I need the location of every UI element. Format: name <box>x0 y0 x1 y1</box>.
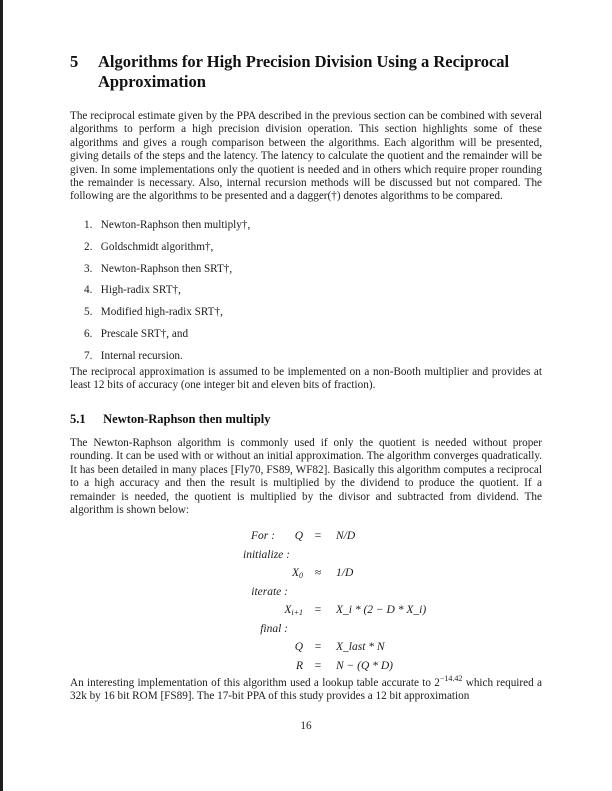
implementation-paragraph: An interesting implementation of this algorithm used a lookup table accurate to $2^{-14.42}$ which required a 32k by 16 bit ROM [FS89]. The 17-bit PPA of this study provides a 12 bit approximation <box>70 674 542 703</box>
equation-for: For : Q = N/D <box>251 530 356 542</box>
page-number: 16 <box>300 720 312 732</box>
label-final: final : <box>260 622 288 635</box>
section-number: 5 <box>70 52 79 71</box>
equation-remainder: R = N − (Q * D) <box>295 659 393 672</box>
subsection-heading <box>70 412 271 427</box>
newton-raphson-paragraph: The Newton-Raphson algorithm is commonly used if only the quotient is needed without proper rounding. It can be used with or without an initial approximation. The algorithm converges quadratically. It has been detailed in many places [Fly70, FS89, WF82]. Basically this algorithm computes a reciprocal to a high accuracy and then the result is multiplied by the dividend to produce the quotient. If a remainder is needed, the quotient is multiplied by the divisor and subtracted from dividend. The algorithm is shown below: <box>70 437 542 517</box>
scan-edge-artifact <box>0 0 3 791</box>
label-initialize: initialize : <box>243 548 290 561</box>
list-item: 6. Prescale SRT†, and <box>84 327 189 340</box>
assumption-paragraph: The reciprocal approximation is assumed to be implemented on a non-Booth multiplier and provides at least 12 bits of accuracy (one integer bit and eleven bits of fraction). <box>70 366 542 392</box>
subsection-title: Newton-Raphson then multiply <box>103 412 271 426</box>
label-iterate: iterate : <box>251 585 288 598</box>
intro-paragraph: The reciprocal estimate given by the PPA described in the previous section can be combined with several algorithms to perform a high precision division operation. This section highlights some of these algorithms and gives a rough comparison between the algorithms. Each algorithm will be presented, giving details of the steps and the latency. The latency to calculate the quotient and the remainder will be given. In some implementations only the quotient is needed and in others which require proper rounding the remainder is necessary. Also, internal recursion methods will be discussed but not compared. The following are the algorithms to be presented and a dagger(†) denotes algorithms to be compared. <box>70 110 542 203</box>
list-item: 2. Goldschmidt algorithm†, <box>84 240 214 253</box>
section-title: Algorithms for High Precision Division Using a Reciprocal Approximation <box>98 52 510 91</box>
equation-quotient: Q = X_last * N <box>294 641 385 653</box>
list-item: 1. Newton-Raphson then multiply†, <box>84 219 251 231</box>
list-item: 5. Modified high-radix SRT†, <box>84 306 223 319</box>
subsection-number: 5.1 <box>70 412 86 426</box>
list-item: 7. Internal recursion. <box>84 349 183 362</box>
list-item: 3. Newton-Raphson then SRT†, <box>84 262 233 275</box>
equation-iterate: $X_{i+1}$ = X_i * (2 − D * X_i) <box>284 604 427 617</box>
algorithm-list <box>84 218 504 371</box>
algorithm-equations <box>200 530 500 678</box>
list-item: 4. High-radix SRT†, <box>84 284 181 297</box>
equation-initialize: $X_0$ ≈ 1/D <box>291 567 354 580</box>
